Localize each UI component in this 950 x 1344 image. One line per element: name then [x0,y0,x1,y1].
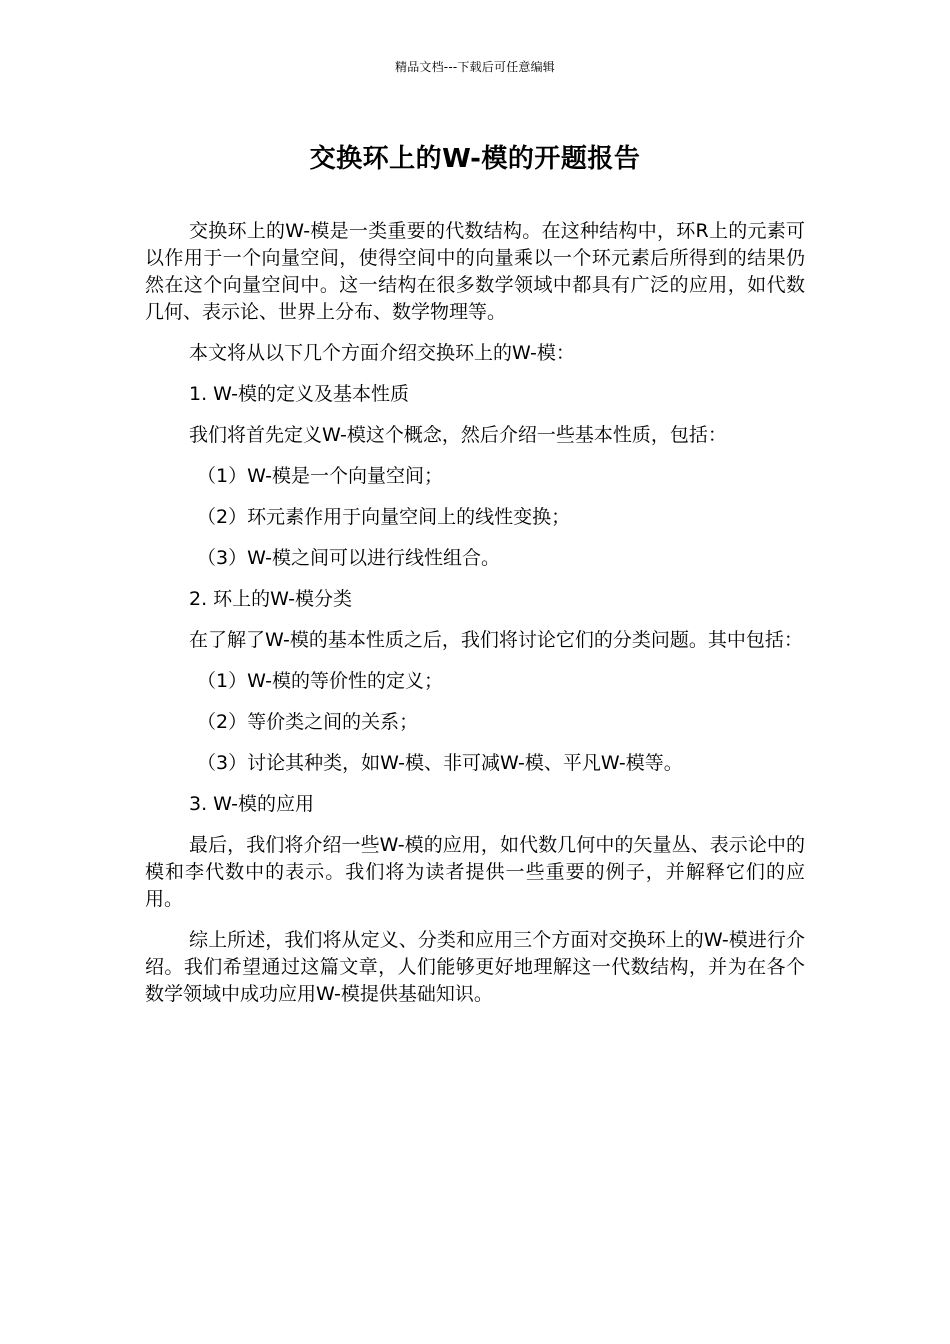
intro-paragraph: 交换环上的W-模是一类重要的代数结构。在这种结构中，环R上的元素可以作用于一个向量空间，使得空间中的向量乘以一个环元素后所得到的结果仍然在这个向量空间中。这一结构在很多数学领域中都具有广泛的应用，如代数几何、表示论、世界上分布、数学物理等。 [145,220,805,323]
section-heading-3: 3. W-模的应用 [189,793,315,815]
section-lead-2: 在了解了W-模的基本性质之后，我们将讨论它们的分类问题。其中包括： [189,629,803,651]
document-title: 交换环上的W-模的开题报告 [309,144,641,174]
section-lead-3: 最后，我们将介绍一些W-模的应用，如代数几何中的矢量丛、表示论中的模和李代数中的表示。我们将为读者提供一些重要的例子，并解释它们的应用。 [145,834,805,910]
section-2-item-2: （2）等价类之间的关系； [197,711,419,733]
section-2-item-1: （1）W-模的等价性的定义； [197,670,443,692]
section-lead-1: 我们将首先定义W-模这个概念，然后介绍一些基本性质，包括： [189,424,727,446]
section-heading-2: 2. 环上的W-模分类 [189,588,353,610]
header-note: 精品文档---下载后可任意编辑 [395,60,555,74]
conclusion-paragraph: 综上所述，我们将从定义、分类和应用三个方面对交换环上的W-模进行介绍。我们希望通过这篇文章，人们能够更好地理解这一代数结构，并为在各个数学领域中成功应用W-模提供基础知识。 [145,929,805,1005]
section-2-item-3: （3）讨论其种类，如W-模、非可减W-模、平凡W-模等。 [197,752,683,774]
section-1-item-3: （3）W-模之间可以进行线性组合。 [197,547,500,569]
section-1-item-2: （2）环元素作用于向量空间上的线性变换； [197,506,571,528]
section-1-item-1: （1）W-模是一个向量空间； [197,465,443,487]
overview-paragraph: 本文将从以下几个方面介绍交换环上的W-模： [189,342,575,364]
section-heading-1: 1. W-模的定义及基本性质 [189,383,410,405]
document-body [145,218,805,1022]
